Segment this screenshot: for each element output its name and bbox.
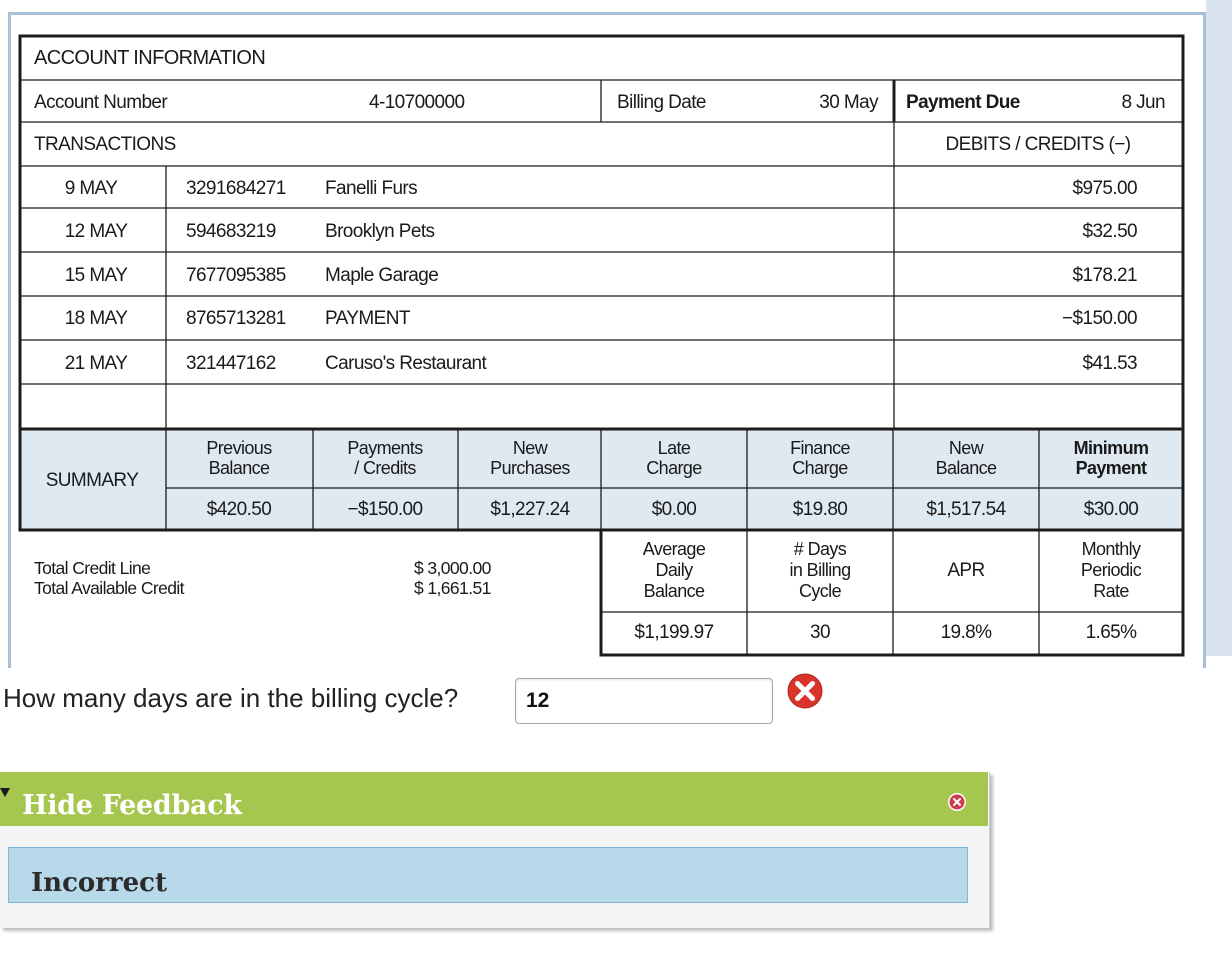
transaction-desc: PAYMENT (325, 308, 410, 329)
transaction-date: 12 MAY (64, 221, 128, 242)
previous-balance-heading: Previous (206, 438, 272, 458)
question-prompt: How many days are in the billing cycle? (3, 683, 459, 713)
mpr-heading: Rate (1093, 581, 1129, 601)
total-available-credit-label: Total Available Credit (34, 578, 184, 598)
transactions-header: TRANSACTIONS (34, 134, 176, 155)
days-value: 30 (810, 622, 830, 643)
mpr-value: 1.65% (1085, 622, 1137, 643)
total-available-credit-value: $ 1,661.51 (414, 578, 491, 598)
new-balance-heading: New (948, 438, 984, 458)
transaction-ref: 321447162 (186, 353, 276, 374)
new-purchases-value: $1,227.24 (490, 499, 570, 520)
minimum-payment-heading: Payment (1075, 458, 1147, 478)
transaction-desc: Brooklyn Pets (325, 221, 435, 242)
payments-credits-heading: / Credits (354, 458, 416, 478)
days-heading: # Days (793, 539, 847, 559)
transaction-date: 15 MAY (64, 265, 128, 286)
hide-feedback-toggle[interactable]: Hide Feedback (22, 790, 242, 821)
incorrect-icon (784, 670, 826, 712)
mpr-heading: Periodic (1080, 560, 1142, 580)
payment-due-label: Payment Due (906, 92, 1020, 113)
previous-balance-value: $420.50 (206, 499, 272, 520)
transaction-amount: −$150.00 (1062, 308, 1137, 329)
transaction-amount: $32.50 (1082, 221, 1137, 242)
transaction-amount: $975.00 (1072, 178, 1137, 199)
late-charge-heading: Charge (646, 458, 702, 478)
transaction-desc: Caruso's Restaurant (325, 353, 487, 374)
adb-heading: Average (642, 539, 706, 559)
transaction-ref: 594683219 (186, 221, 276, 242)
account-info-header: ACCOUNT INFORMATION (34, 47, 266, 69)
apr-value: 19.8% (940, 622, 992, 643)
debits-credits-header: DEBITS / CREDITS (−) (945, 134, 1131, 155)
new-balance-heading: Balance (935, 458, 997, 478)
minimum-payment-value: $30.00 (1083, 499, 1139, 520)
answer-input[interactable] (515, 678, 773, 724)
transaction-row (65, 353, 1137, 374)
payments-credits-heading: Payments (347, 438, 423, 458)
finance-charge-heading: Charge (792, 458, 848, 478)
transaction-row (65, 178, 1137, 199)
total-credit-line-value: $ 3,000.00 (414, 558, 491, 578)
transaction-date: 18 MAY (64, 308, 128, 329)
transaction-ref: 3291684271 (186, 178, 286, 199)
adb-value: $1,199.97 (634, 622, 714, 643)
new-balance-value: $1,517.54 (926, 499, 1006, 520)
total-credit-line-label: Total Credit Line (34, 558, 151, 578)
feedback-result: Incorrect (31, 868, 168, 898)
billing-date: 30 May (819, 92, 878, 113)
finance-charge-value: $19.80 (792, 499, 848, 520)
summary-label: SUMMARY (45, 470, 139, 491)
transaction-ref: 8765713281 (186, 308, 286, 329)
transaction-row (65, 308, 1137, 329)
transaction-amount: $41.53 (1082, 353, 1137, 374)
payments-credits-value: −$150.00 (347, 499, 423, 520)
late-charge-heading: Late (657, 438, 691, 458)
feedback-header[interactable] (0, 772, 988, 826)
transaction-date: 21 MAY (64, 353, 128, 374)
apr-heading: APR (947, 560, 985, 581)
account-number-label: Account Number (34, 92, 168, 113)
days-heading: in Billing (789, 560, 851, 580)
transaction-desc: Fanelli Furs (325, 178, 418, 199)
finance-charge-heading: Finance (790, 438, 850, 458)
transaction-amount: $178.21 (1072, 265, 1137, 286)
new-purchases-heading: Purchases (490, 458, 570, 478)
payment-due: 8 Jun (1121, 92, 1165, 113)
mpr-heading: Monthly (1081, 539, 1141, 559)
account-number: 4-10700000 (369, 92, 465, 113)
late-charge-value: $0.00 (651, 499, 697, 520)
adb-heading: Balance (643, 581, 705, 601)
transaction-date: 9 MAY (64, 178, 118, 199)
previous-balance-heading: Balance (208, 458, 270, 478)
transaction-ref: 7677095385 (186, 265, 286, 286)
adb-heading: Daily (655, 560, 693, 580)
days-heading: Cycle (798, 581, 842, 601)
minimum-payment-heading: Minimum (1073, 438, 1149, 458)
transaction-row (65, 265, 1137, 286)
feedback-panel (0, 772, 990, 928)
billing-date-label: Billing Date (617, 92, 706, 113)
feedback-result-box (8, 847, 968, 903)
transaction-row (65, 221, 1137, 242)
triangle-down-icon[interactable] (0, 788, 12, 800)
close-icon[interactable] (947, 792, 967, 812)
transaction-desc: Maple Garage (325, 265, 439, 286)
new-purchases-heading: New (512, 438, 548, 458)
